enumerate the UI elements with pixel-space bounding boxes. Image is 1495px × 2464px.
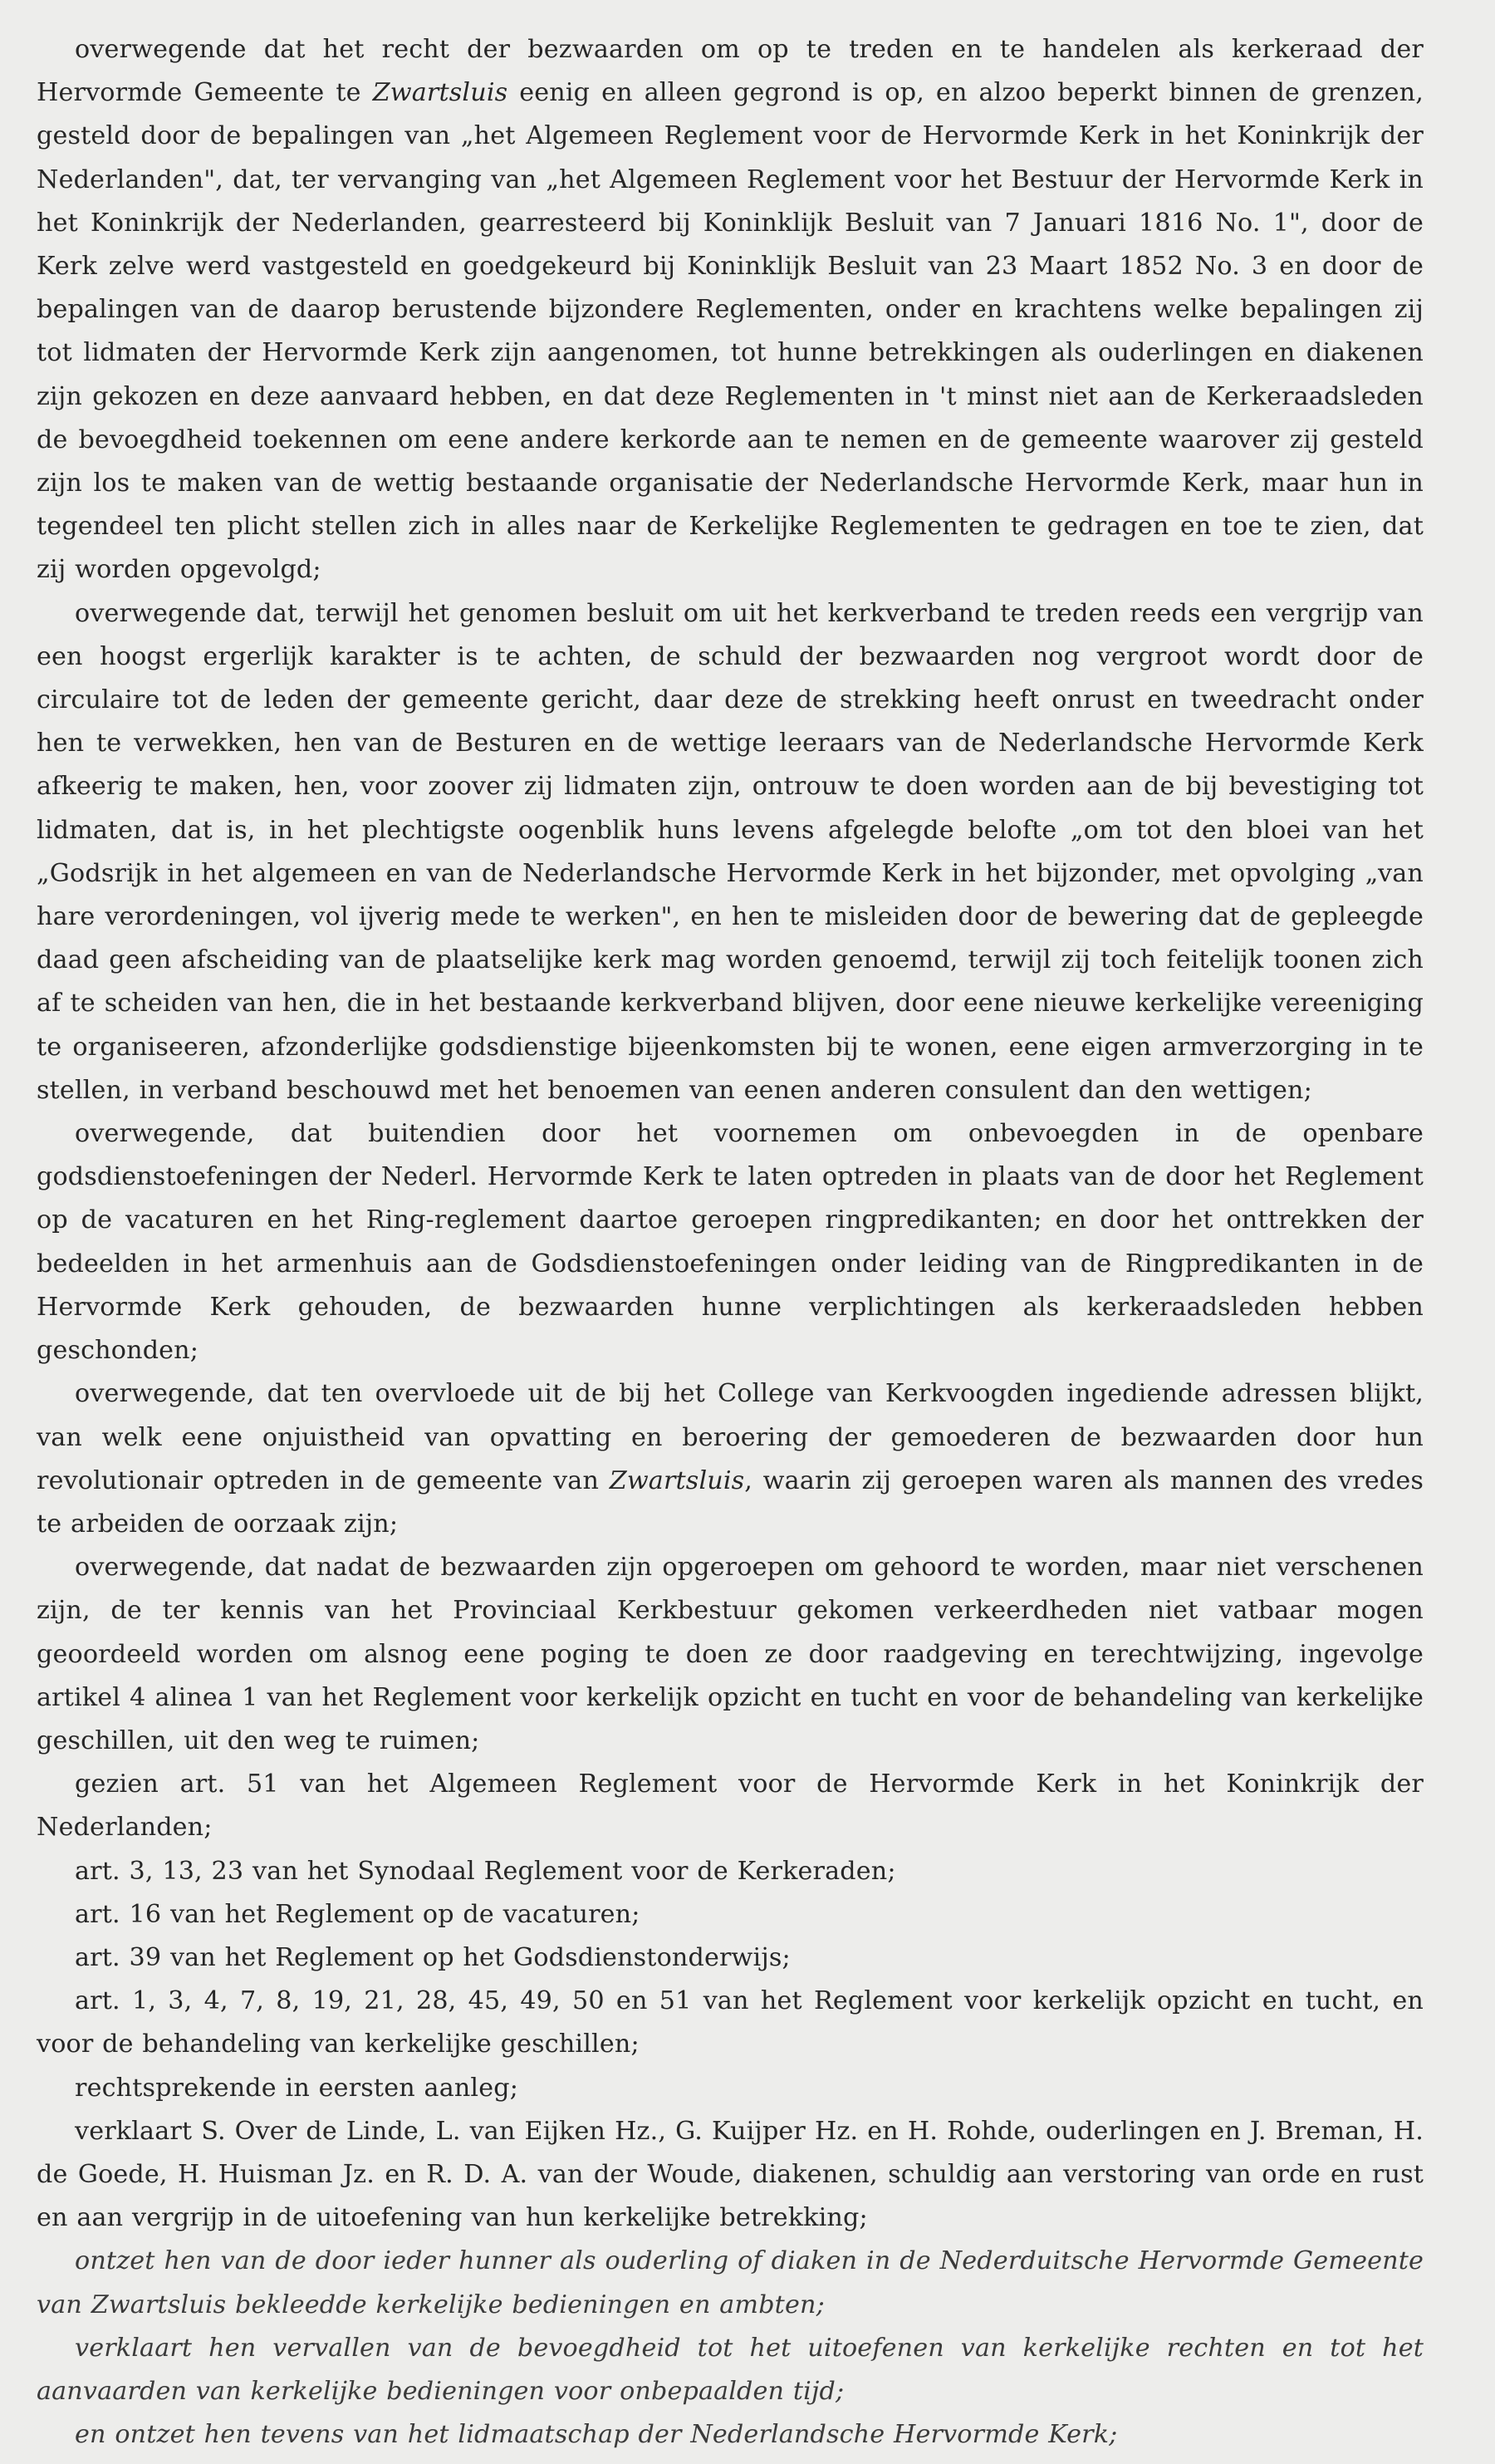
verdict-loss-of-rights bbox=[37, 2327, 1424, 2413]
verdict-declaration bbox=[37, 2110, 1424, 2241]
article-reference-general bbox=[37, 1763, 1424, 1849]
verdict-removal-office bbox=[37, 2240, 1424, 2326]
text-run: art. 39 van het Reglement op het Godsdienstonderwijs; bbox=[75, 1942, 791, 1972]
text-run: art. 1, 3, 4, 7, 8, 19, 21, 28, 45, 49, 50 en 51 van het Reglement voor kerkelijk opzicht en tucht, en voor de behandeling van kerkelijke geschillen; bbox=[37, 1986, 1424, 2059]
place-name: Zwartsluis bbox=[609, 1465, 745, 1495]
text-run: overwegende, dat nadat de bezwaarden zijn opgeroepen om gehoord te worden, maar niet verschenen zijn, de ter kennis van het Provinciaal Kerkbestuur gekomen verkeerdheden niet vatbaar mogen geoordeeld worden om alsnog eene poging te doen ze door raadgeving en terechtwijzing, ingevolge artikel 4 alinea 1 van het Reglement voor kerkelijk opzicht en tucht en voor de behandeling van kerkelijke geschillen, uit den weg te ruimen; bbox=[37, 1553, 1424, 1755]
text-run: en ontzet hen tevens van het lidmaatschap der Nederlandsche Hervormde Kerk; bbox=[75, 2420, 1118, 2450]
text-run: verklaart hen vervallen van de bevoegdheid tot het uitoefenen van kerkelijke rechten en tot het aanvaarden van kerkelijke bedieningen voor onbepaalden tijd; bbox=[37, 2333, 1424, 2406]
text-run: gezien art. 51 van het Algemeen Reglement voor de Hervormde Kerk in het Koninkrijk der Nederlanden; bbox=[37, 1769, 1424, 1843]
text-run: rechtsprekende in eersten aanleg; bbox=[75, 2073, 519, 2103]
article-reference-vacatures bbox=[37, 1893, 1424, 1936]
text-run: eenig en alleen gegrond is op, en alzoo beperkt binnen de grenzen, gesteld door de bepalingen van „het Algemeen Reglement voor de Hervormde Kerk in het Koninkrijk der Nederlanden", dat, ter vervanging van „het Algemeen Reglement voor het Bestuur der Hervormde Kerk in het Koninkrijk der Nederlanden, gearresteerd bij Koninklijk Besluit van 7 Januari 1816 No. 1", door de Kerk zelve werd vastgesteld en goedgekeurd bij Koninklijk Besluit van 23 Maart 1852 No. 3 en door de bepalingen van de daarop berustende bijzondere Reglementen, onder en krachtens welke bepalingen zij tot lidmaten der Hervormde Kerk zijn aangenomen, tot hunne betrekkingen als ouderlingen en diakenen zijn gekozen en deze aanvaard hebben, en dat deze Reglementen in 't minst niet aan de Kerkeraadsleden de bevoegdheid toekennen om eene andere kerkorde aan te nemen en de gemeente waarover zij gesteld zijn los te maken van de wettig bestaande organisatie der Nederlandsche Hervormde Kerk, maar hun in tegendeel ten plicht stellen zich in alles naar de Kerkelijke Reglementen te gedragen en toe te zien, dat zij worden opgevolgd; bbox=[37, 78, 1424, 585]
article-reference-discipline bbox=[37, 1980, 1424, 2066]
text-run: overwegende, dat buitendien door het voornemen om onbevoegden in de openbare godsdienstoefeningen der Nederl. Hervormde Kerk te laten optreden in plaats van de door het Reglement op de vacaturen en het Ring-reglement daartoe geroepen ringpredikanten; en door het onttrekken der bedeelden in het armenhuis aan de Godsdienstoefeningen onder leiding van de Ringpredikanten in de Hervormde Kerk gehouden, de bezwaarden hunne verplichtingen als kerkeraadsleden hebben geschonden; bbox=[37, 1119, 1424, 1366]
text-run: art. 16 van het Reglement op de vacaturen; bbox=[75, 1899, 640, 1929]
paragraph-considering-addresses bbox=[37, 1372, 1424, 1546]
ruling-first-instance bbox=[37, 2067, 1424, 2110]
text-run: verklaart S. Over de Linde, L. van Eijken Hz., G. Kuijper Hz. en H. Rohde, ouderlingen en J. Breman, H. de Goede, H. Huisman Jz. en R. D. A. van der Woude, diakenen, schuldig aan verstoring van orde en rust en aan vergrijp in de uitoefening van hun kerkelijke betrekking; bbox=[37, 2116, 1424, 2233]
text-run: ontzet hen van de door ieder hunner als ouderling of diaken in de Nederduitsche Hervormde Gemeente van Zwartsluis bekleedde kerkelijke bedieningen en ambten; bbox=[37, 2246, 1424, 2319]
text-run: overwegende dat het recht der bezwaarden om op te treden en te handelen als kerkeraad der Hervormde Gemeente te bbox=[37, 35, 1424, 108]
text-run: overwegende, dat ten overvloede uit de bij het College van Kerkvoogden ingediende adressen blijkt, van welk eene onjuistheid van opvatting en beroering der gemoederen de bezwaarden door hun revolutionair optreden in de gemeente van bbox=[37, 1379, 1424, 1495]
paragraph-considering-obligations bbox=[37, 1112, 1424, 1372]
article-reference-synodal bbox=[37, 1850, 1424, 1893]
verdict-removal-membership bbox=[37, 2413, 1424, 2457]
text-run: , waarin zij geroepen waren als mannen des vredes te arbeiden de oorzaak zijn; bbox=[37, 1465, 1424, 1539]
paragraph-considering-summons bbox=[37, 1546, 1424, 1763]
text-run: art. 3, 13, 23 van het Synodaal Reglement voor de Kerkeraden; bbox=[75, 1856, 896, 1886]
article-reference-education bbox=[37, 1936, 1424, 1980]
paragraph-considering-rights bbox=[37, 28, 1424, 592]
place-name: Zwartsluis bbox=[372, 78, 508, 108]
paragraph-considering-circular bbox=[37, 592, 1424, 1112]
text-run: overwegende dat, terwijl het genomen besluit om uit het kerkverband te treden reeds een vergrijp van een hoogst ergerlijk karakter is te achten, de schuld der bezwaarden nog vergroot wordt door de circulaire tot de leden der gemeente gericht, daar deze de strekking heeft onrust en tweedracht onder hen te verwekken, hen van de Besturen en de wettige leeraars van de Nederlandsche Hervormde Kerk afkeerig te maken, hen, voor zoover zij lidmaten zijn, ontrouw te doen worden aan de bij bevestiging tot lidmaten, dat is, in het plechtigste oogenblik huns levens afgelegde belofte „om tot den bloei van het „Godsrijk in het algemeen en van de Nederlandsche Hervormde Kerk in het bijzonder, met opvolging „van hare verordeningen, vol ijverig mede te werken", en hen te misleiden door de bewering dat de gepleegde daad geen afscheiding van de plaatselijke kerk mag worden genoemd, terwijl zij toch feitelijk toonen zich af te scheiden van hen, die in het bestaande kerkverband blijven, door eene nieuwe kerkelijke vereeniging te organiseeren, afzonderlijke godsdienstige bijeenkomsten bij te wonen, eene eigen armverzorging in te stellen, in verband beschouwd met het benoemen van eenen anderen consulent dan den wettigen; bbox=[37, 598, 1424, 1105]
